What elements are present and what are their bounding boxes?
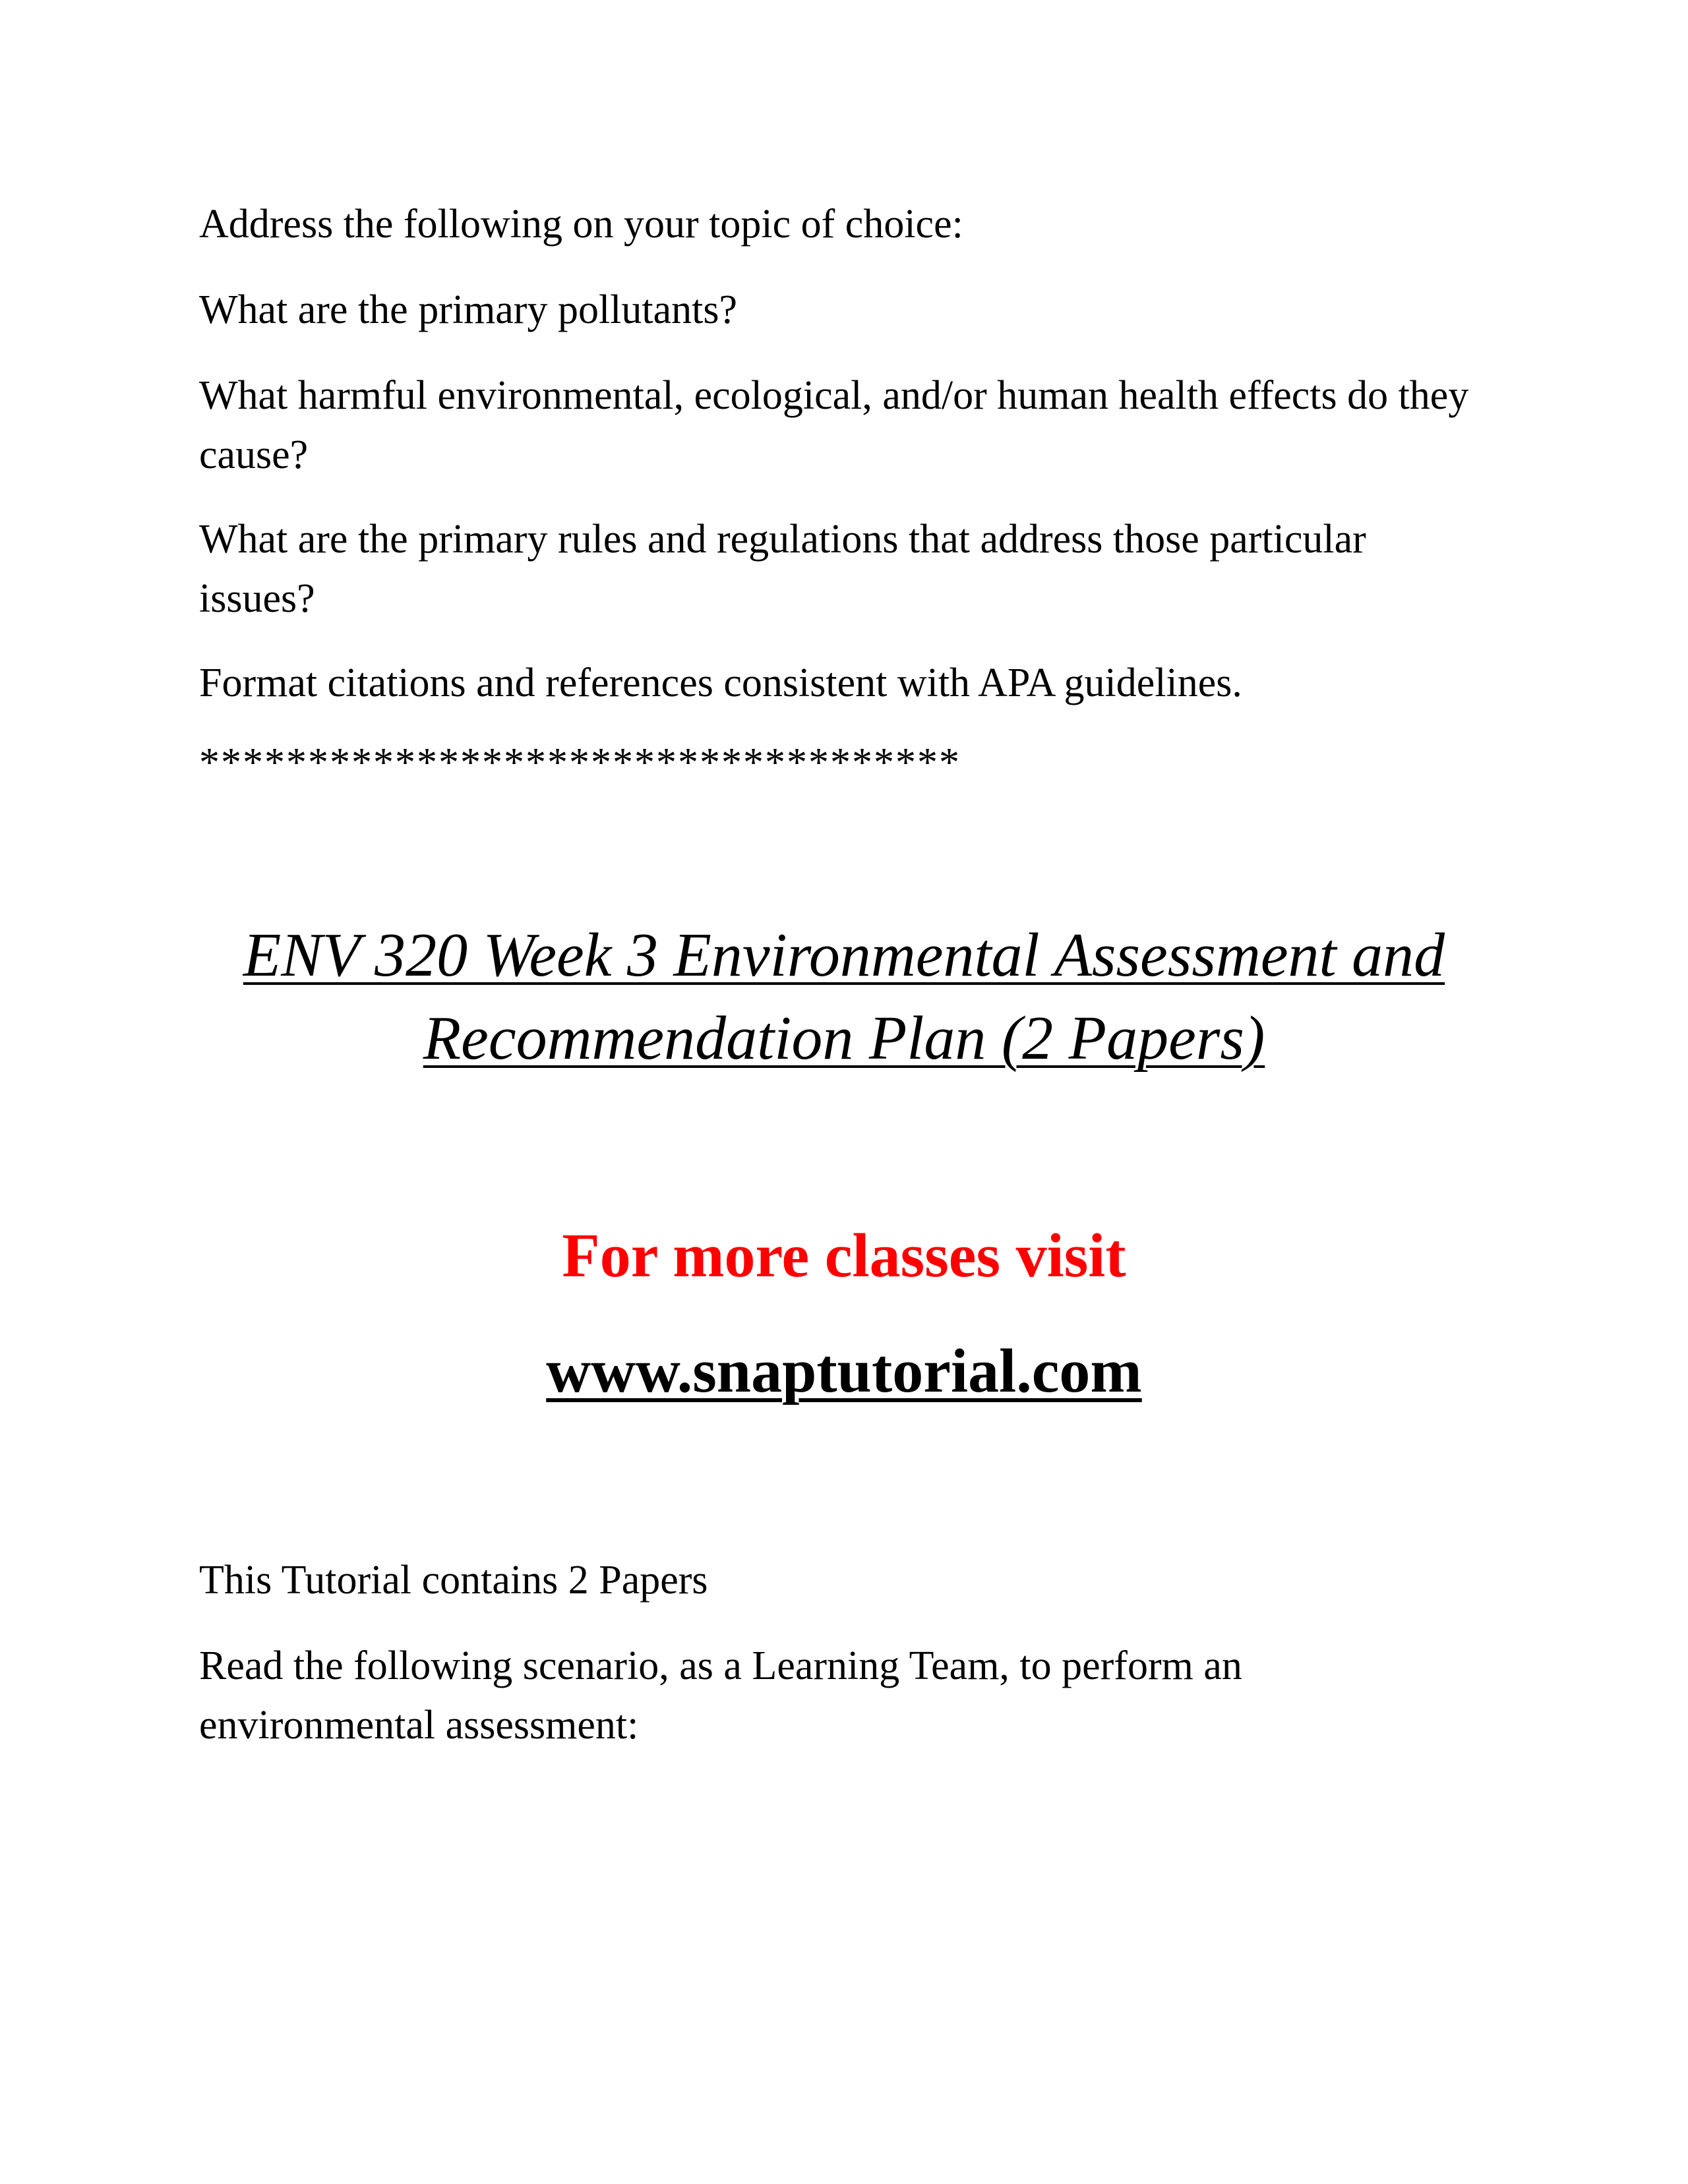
- promo-link-text[interactable]: www.snaptutorial.com: [546, 1337, 1142, 1405]
- intro-line-address: Address the following on your topic of choice:: [199, 202, 963, 247]
- scenario-instruction: Read the following scenario, as a Learning Team, to perform an environmental assessment:: [199, 1643, 1242, 1748]
- question-pollutants: What are the primary pollutants?: [199, 287, 738, 332]
- promo-text: For more classes visit: [562, 1222, 1126, 1290]
- question-regulations: What are the primary rules and regulations that address those particular issues?: [199, 517, 1366, 621]
- question-health-effects: What harmful environmental, ecological, and/or human health effects do they cause?: [199, 373, 1469, 477]
- course-title-line-2: [0, 997, 1688, 1080]
- promo-link[interactable]: [0, 1335, 1688, 1407]
- asterisk-divider: ***********************************: [199, 740, 961, 785]
- citation-instruction: Format citations and references consistent with APA guidelines.: [199, 661, 1242, 705]
- course-title-text-1: ENV 320 Week 3 Environmental Assessment and: [243, 921, 1445, 989]
- course-title-text-2: Recommendation Plan (2 Papers): [423, 1004, 1265, 1073]
- tutorial-contents: This Tutorial contains 2 Papers: [199, 1558, 708, 1603]
- course-title-line-1: [0, 914, 1688, 997]
